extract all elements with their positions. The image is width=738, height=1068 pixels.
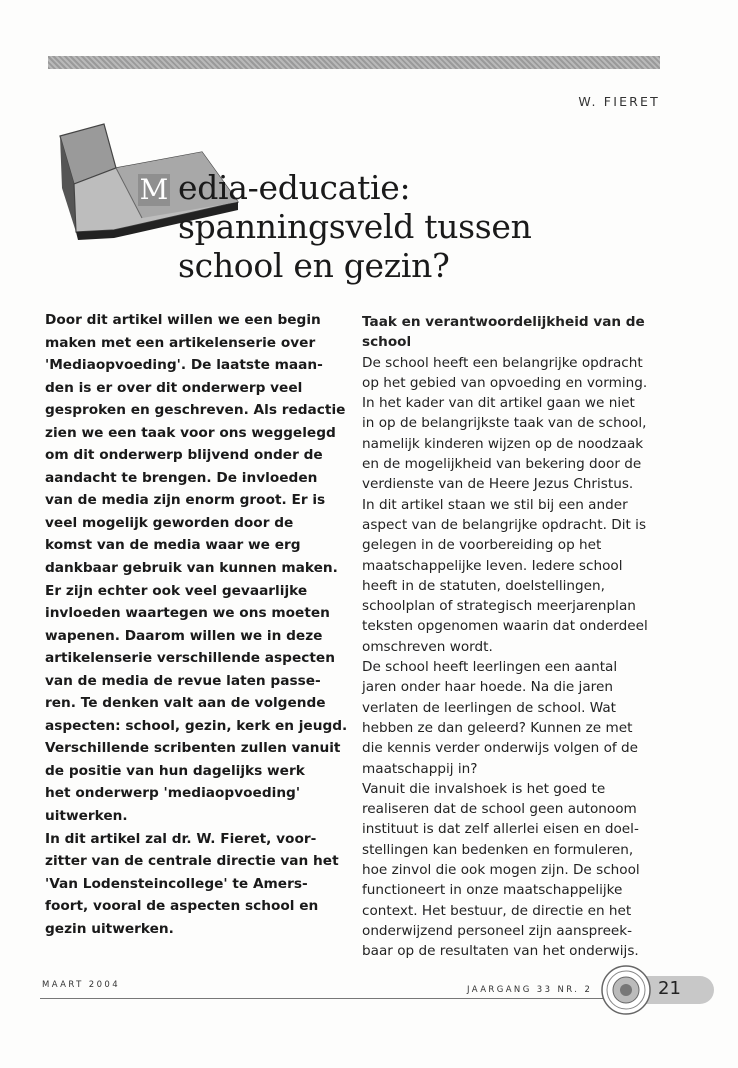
intro-line: van de media zijn enorm groot. Er is: [45, 492, 326, 509]
title-line: edia-educatie:: [178, 168, 411, 207]
body-line: baar op de resultaten van het onderwijs.: [362, 943, 639, 960]
body-line: omschreven wordt.: [362, 638, 493, 655]
body-line: in op de belangrijkste taak van de school,: [362, 415, 647, 432]
body-line: en de mogelijkheid van bekering door de: [362, 456, 642, 473]
intro-line: Verschillende scribenten zullen vanuit: [45, 740, 341, 757]
intro-line: artikelenserie verschillende aspecten: [45, 650, 335, 667]
body-line: gelegen in de voorbereiding op het: [362, 537, 602, 554]
body-text: [362, 353, 662, 962]
page-number: 21: [658, 978, 681, 999]
intro-line: Door dit artikel willen we een begin: [45, 312, 321, 328]
body-line: hebben ze dan geleerd? Kunnen ze met: [362, 719, 633, 736]
intro-line: 'Van Lodensteincollege' te Amers-: [45, 875, 308, 892]
intro-line: om dit onderwerp blijvend onder de: [45, 447, 323, 464]
intro-line: komst van de media waar we erg: [45, 537, 301, 554]
body-line: schoolplan of strategisch meerjarenplan: [362, 598, 636, 615]
body-line: op het gebied van opvoeding en vorming.: [362, 374, 648, 391]
intro-line: wapenen. Daarom willen we in deze: [45, 627, 323, 644]
body-line: aspect van de belangrijke opdracht. Dit is: [362, 516, 647, 533]
body-line: In dit artikel staan we stil bij een ander: [362, 496, 628, 513]
intro-line: veel mogelijk geworden door de: [45, 514, 294, 531]
intro-paragraph: [45, 309, 348, 940]
body-line: maatschappelijke leven. Iedere school: [362, 557, 623, 574]
body-line: stellingen kan bedenken en formuleren,: [362, 841, 634, 858]
section-heading: Taak en verantwoordelijkheid van de: [362, 314, 645, 330]
body-line: In het kader van dit artikel gaan we niet: [362, 395, 635, 412]
section-heading: school: [362, 334, 412, 351]
intro-line: maken met een artikelenserie over: [45, 334, 316, 351]
body-line: teksten opgenomen waarin dat onderdeel: [362, 618, 648, 635]
article-title: [178, 168, 698, 285]
intro-line: zitter van de centrale directie van het: [45, 853, 339, 870]
intro-line: gesproken en geschreven. Als redactie: [45, 402, 346, 419]
body-line: instituut is dat zelf allerlei eisen en doel-: [362, 821, 639, 838]
title-dropcap: M: [139, 173, 169, 206]
body-line: maatschappij in?: [362, 760, 478, 777]
intro-line: zien we een taak voor ons weggelegd: [45, 424, 336, 441]
intro-line: Er zijn echter ook veel gevaarlijke: [45, 582, 308, 599]
header-rule-bar: [48, 56, 660, 69]
intro-line: dankbaar gebruik van kunnen maken.: [45, 560, 338, 577]
author-name: W. FIERET: [578, 94, 660, 109]
body-line: functioneert in onze maatschappelijke: [362, 882, 623, 899]
intro-line: het onderwerp 'mediaopvoeding': [45, 785, 301, 802]
body-column: [362, 312, 662, 962]
title-line: school en gezin?: [178, 246, 450, 285]
intro-line: den is er over dit onderwerp veel: [45, 379, 303, 396]
body-line: context. Het bestuur, de directie en het: [362, 902, 632, 919]
intro-line: foort, vooral de aspecten school en: [45, 898, 319, 915]
body-line: Vanuit die invalshoek is het goed te: [362, 780, 606, 797]
intro-line: van de media de revue laten passe-: [45, 672, 321, 689]
intro-line: invloeden waartegen we ons moeten: [45, 605, 330, 622]
body-line: heeft in de statuten, doelstellingen,: [362, 577, 605, 594]
body-line: realiseren dat de school geen autonoom: [362, 801, 637, 818]
body-line: verdienste van de Heere Jezus Christus.: [362, 476, 634, 493]
intro-line: gezin uitwerken.: [45, 920, 174, 937]
footer-date: MAART 2004: [42, 980, 121, 990]
footer-rule: [40, 998, 652, 999]
body-line: De school heeft leerlingen een aantal: [362, 659, 618, 676]
body-line: hoe zinvol die ook mogen zijn. De school: [362, 862, 640, 879]
title-line: spanningsveld tussen: [178, 207, 532, 246]
intro-line: In dit artikel zal dr. W. Fieret, voor-: [45, 830, 317, 847]
emblem-seal-icon: [601, 965, 651, 1015]
intro-line: de positie van hun dagelijks werk: [45, 762, 305, 779]
body-line: jaren onder haar hoede. Na die jaren: [362, 679, 613, 696]
intro-line: 'Mediaopvoeding'. De laatste maan-: [45, 357, 323, 374]
body-line: namelijk kinderen wijzen op de noodzaak: [362, 435, 644, 452]
body-line: onderwijzend personeel zijn aanspreek-: [362, 922, 633, 939]
intro-line: aandacht te brengen. De invloeden: [45, 469, 318, 486]
body-line: die kennis verder onderwijs volgen of de: [362, 740, 638, 757]
intro-line: ren. Te denken valt aan de volgende: [45, 695, 326, 712]
footer-issue: JAARGANG 33 NR. 2: [467, 985, 593, 995]
intro-line: aspecten: school, gezin, kerk en jeugd.: [45, 717, 348, 734]
body-line: De school heeft een belangrijke opdracht: [362, 354, 643, 371]
intro-line: uitwerken.: [45, 808, 128, 825]
body-line: verlaten de leerlingen de school. Wat: [362, 699, 617, 716]
